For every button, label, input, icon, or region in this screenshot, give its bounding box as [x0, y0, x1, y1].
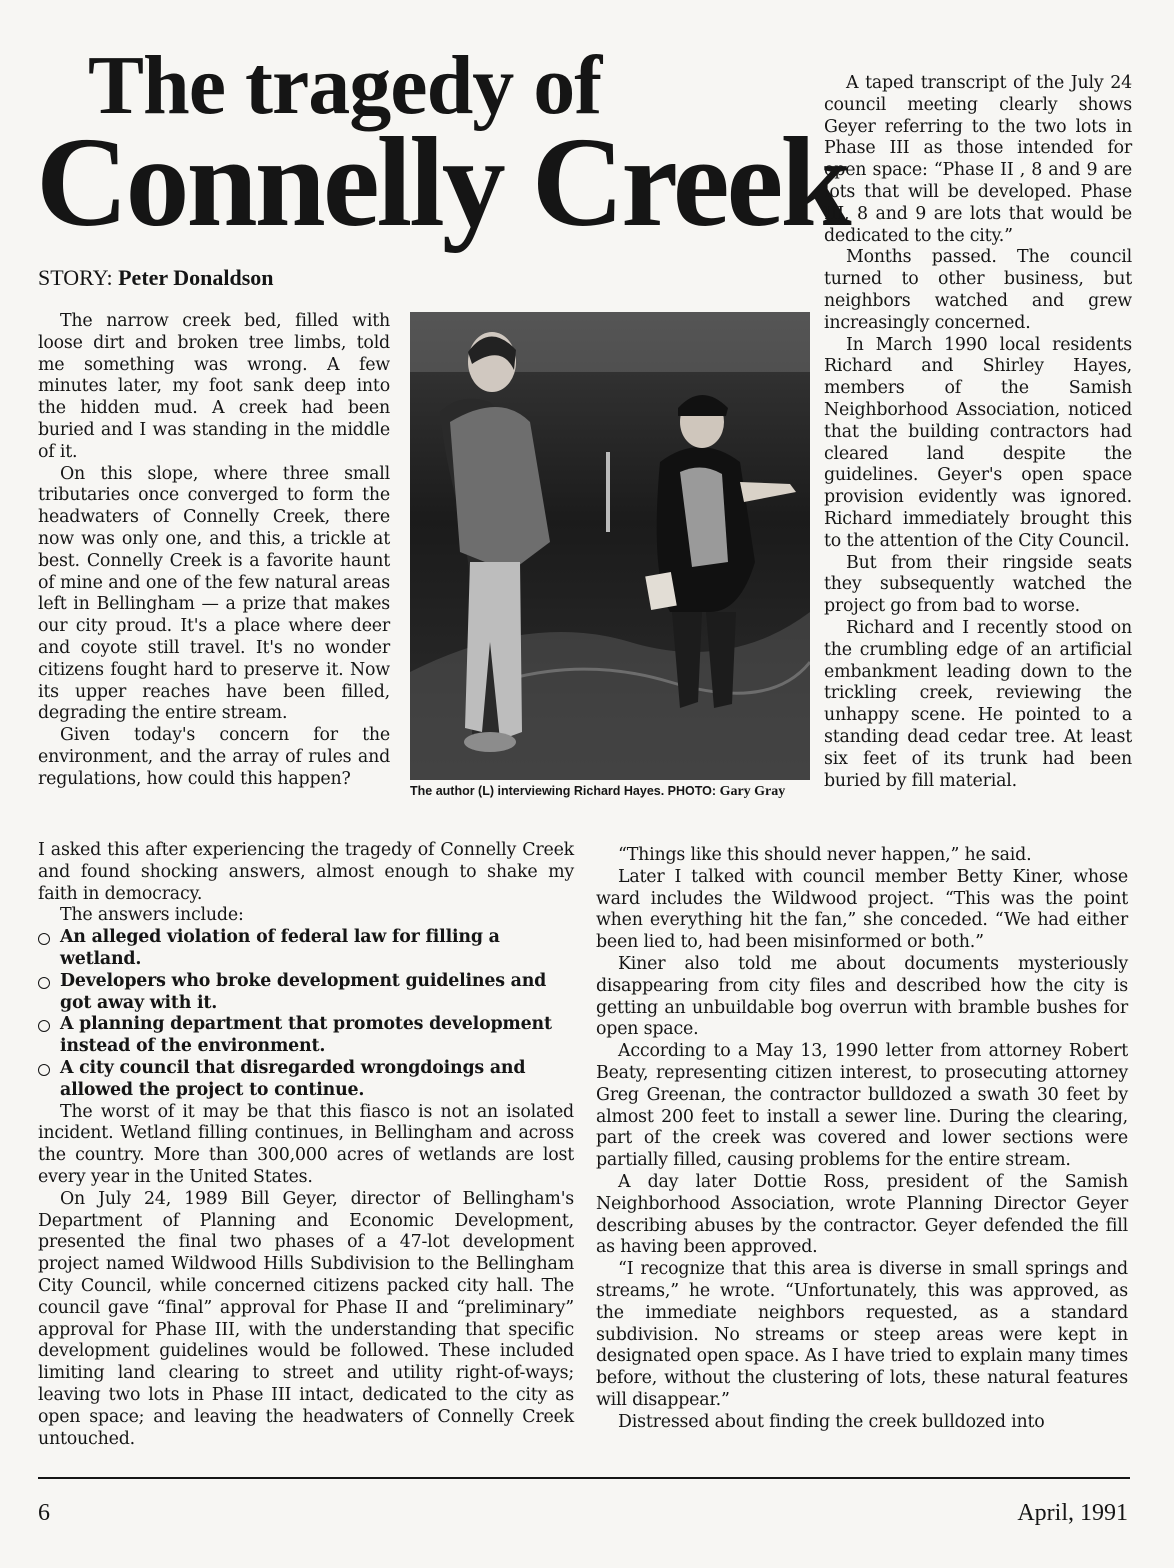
article-column-right-top: [824, 73, 1132, 792]
byline: [38, 265, 274, 291]
list-item: Developers who broke development guidelines and got away with it.: [38, 971, 574, 1015]
paragraph: A day later Dottie Ross, president of the Samish Neighborhood Association, wrote Planning Director Geyer describing abuses by the contractor. Geyer defended the fill as having been approved.: [596, 1171, 1128, 1258]
circle-bullet-icon: [38, 1020, 50, 1032]
paragraph: Richard and I recently stood on the crumbling edge of an artificial embankment leading down to the trickling creek, reviewing the unhappy scene. He pointed to a standing dead cedar tree. At least six feet of its trunk had been buried by fill material.: [824, 617, 1132, 791]
answers-list: [38, 927, 574, 1101]
circle-bullet-icon: [38, 977, 50, 989]
article-column-left-top: [38, 311, 390, 791]
list-item: An alleged violation of federal law for filling a wetland.: [38, 927, 574, 971]
headline-line-2: Connelly Creek: [36, 111, 849, 253]
paragraph: Distressed about finding the creek bulldozed into: [618, 1411, 1045, 1432]
byline-author: Peter Donaldson: [118, 265, 274, 290]
photo-caption: [410, 783, 816, 800]
article-column-left-bottom: [38, 840, 574, 1450]
paragraph: The narrow creek bed, filled with loose dirt and broken tree limbs, told me something was wrong. A few minutes later, my foot sank deep into the hidden mud. A creek had been buried and I was standing in the middle of it.: [38, 311, 390, 462]
list-item: A planning department that promotes development instead of the environment.: [38, 1014, 574, 1058]
article-photo: [410, 312, 810, 780]
paragraph: Given today's concern for the environment, and the array of rules and regulations, how could this happen?: [38, 725, 390, 789]
article-column-right-bottom: [596, 845, 1128, 1434]
paragraph: “I recognize that this area is diverse in small springs and streams,” he wrote. “Unfortunately, this was approved, as the immediate neighbors requested, as a standard subdivision. No streams or steep areas were kept in designated open space. As I have tried to explain many times before, without the clustering of lots, these natural features will disappear.”: [596, 1259, 1128, 1410]
paragraph: According to a May 13, 1990 letter from attorney Robert Beaty, representing citizen interest, to prosecuting attorney Greg Greenan, the contractor bulldozed a swath 30 feet by almost 200 feet to install a sewer line. During the clearing, part of the creek was covered and lower sections were partially filled, causing problems for the entire stream.: [596, 1041, 1128, 1171]
paragraph: Months passed. The council turned to other business, but neighbors watched and grew increasingly concerned.: [824, 247, 1132, 333]
circle-bullet-icon: [38, 933, 50, 945]
paragraph: The answers include:: [60, 905, 244, 926]
photo-two-men-icon: [410, 312, 810, 780]
paragraph: “Things like this should never happen,” he said.: [618, 845, 1032, 865]
paragraph: A taped transcript of the July 24 council meeting clearly shows Geyer referring to the two lots in Phase III as those intended for open space: “Phase II , 8 and 9 are lots that will be developed. Phase III, 8 and 9 are lots that would be dedicated to the city.”: [824, 73, 1132, 246]
paragraph: I asked this after experiencing the tragedy of Connelly Creek and found shocking answers, almost enough to shake my faith in democracy.: [38, 840, 574, 904]
circle-bullet-icon: [38, 1064, 50, 1076]
paragraph: The worst of it may be that this fiasco is not an isolated incident. Wetland filling continues, in Bellingham and across the country. More than 300,000 acres of wetlands are lost every year in the United States.: [38, 1101, 574, 1187]
byline-label: STORY:: [38, 265, 113, 290]
paragraph: On July 24, 1989 Bill Geyer, director of Bellingham's Department of Planning and Economic Development, presented the final two phases of a 47-lot development project named Wildwood Hills Subdivision to the Bellingham City Council, while concerned citizens packed city hall. The council gave “final” approval for Phase II and “preliminary” approval for Phase III, with the understanding that specific development guidelines would be followed. These included limiting land clearing to street and utility right-of-ways; leaving two lots in Phase III intact, dedicated to the city as open space; and leaving the headwaters of Connelly Creek untouched.: [38, 1188, 574, 1449]
paragraph: But from their ringside seats they subsequently watched the project go from bad to worse.: [824, 552, 1132, 617]
paragraph: In March 1990 local residents Richard and Shirley Hayes, members of the Samish Neighborhood Association, noticed that the building contractors had cleared land despite the guidelines. Geyer's open space provision evidently was ignored. Richard immediately brought this to the attention of the City Council.: [824, 334, 1132, 551]
issue-date: April, 1991: [1017, 1500, 1128, 1526]
photo-credit: Gary Gray: [719, 784, 786, 799]
paragraph: Kiner also told me about documents mysteriously disappearing from city files and described how the city is getting an unbuildable bog overrun with bramble bushes for open space.: [596, 953, 1128, 1040]
caption-text: The author (L) interviewing Richard Hayes. PHOTO:: [410, 784, 717, 798]
paragraph: Later I talked with council member Betty Kiner, whose ward includes the Wildwood project. “This was the point when everything hit the fan,” she conceded. “We had either been lied to, had been misinformed or both.”: [596, 866, 1128, 953]
headline-line-1: The tragedy of: [88, 39, 602, 132]
page-number: 6: [38, 1500, 50, 1526]
list-item: A city council that disregarded wrongdoings and allowed the project to continue.: [38, 1058, 574, 1102]
footer-divider: [38, 1477, 1130, 1479]
paragraph: On this slope, where three small tributaries once converged to form the headwaters of Connelly Creek, there now was only one, and this, a trickle at best. Connelly Creek is a favorite haunt of mine and one of the few natural areas left in Bellingham — a prize that makes our city proud. It's a place where deer and coyote still travel. It's no wonder citizens fought hard to preserve it. Now its upper reaches have been filled, degrading the entire stream.: [38, 463, 390, 724]
